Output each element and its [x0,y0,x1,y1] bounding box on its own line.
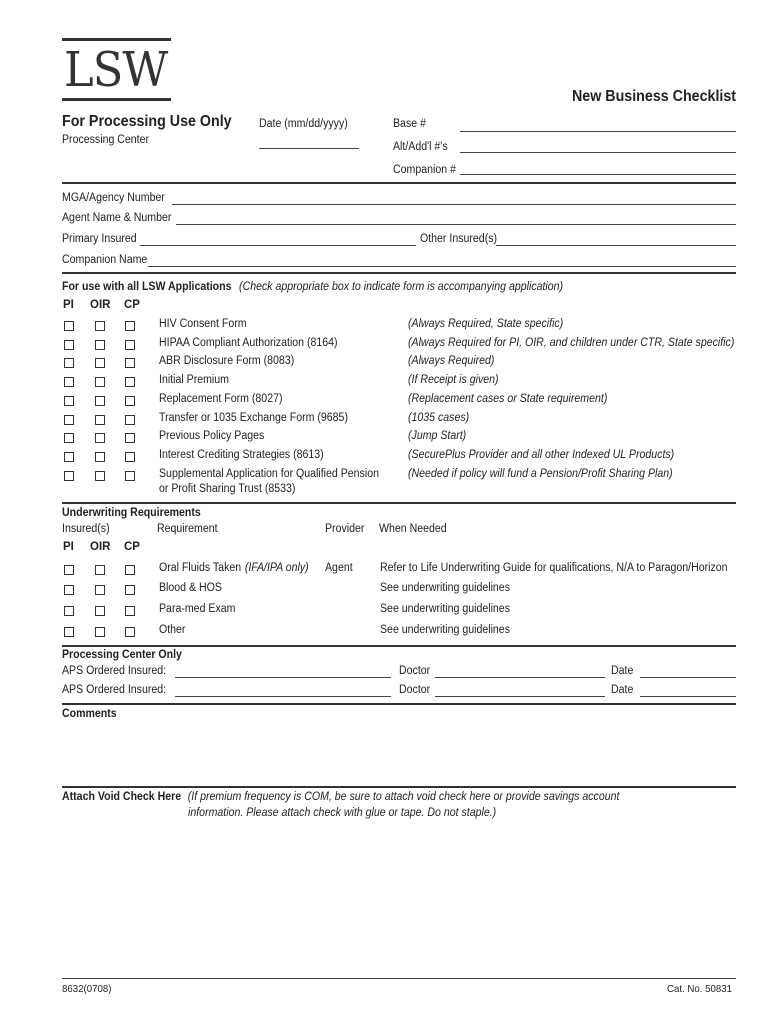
checkbox-oir[interactable] [95,340,105,350]
uw-checkbox-cp[interactable] [125,606,135,616]
form-note: (Jump Start) [408,430,467,442]
aps-label-1: APS Ordered Insured: [62,665,167,677]
form-name: Interest Crediting Strategies (8613) [159,449,324,461]
underwriting-title: Underwriting Requirements [62,507,201,519]
checkbox-pi[interactable] [64,340,74,350]
void-check-title: Attach Void Check Here [62,791,182,803]
aps-label-2: APS Ordered Insured: [62,684,167,696]
form-title: New Business Checklist [572,88,737,105]
date-label-2: Date [611,684,634,696]
comments-area[interactable] [62,724,736,782]
checkbox-oir[interactable] [95,377,105,387]
uw-checkbox-oir[interactable] [95,585,105,595]
requirement-name [159,582,222,594]
uw-checkbox-pi[interactable] [64,606,74,616]
applications-instruction: (Check appropriate box to indicate form is accompanying application) [239,281,564,293]
doctor-field-2[interactable] [435,696,605,697]
lsw-logo [62,38,171,102]
uw-checkbox-pi[interactable] [64,585,74,595]
checkbox-pi[interactable] [64,396,74,406]
divider-footer [62,978,736,979]
checkbox-pi[interactable] [64,433,74,443]
checkbox-oir[interactable] [95,358,105,368]
doctor-label-2: Doctor [399,684,431,696]
checkbox-cp[interactable] [125,321,135,331]
checkbox-pi[interactable] [64,377,74,387]
uw-checkbox-cp[interactable] [125,565,135,575]
other-insured-label: Other Insured(s) [420,233,498,245]
companion-name-label: Companion Name [62,254,148,266]
date-field-1[interactable] [640,677,736,678]
applications-title: For use with all LSW Applications [62,281,232,293]
divider-3 [62,502,736,504]
requirement-text: Para-med Exam [159,603,236,615]
date-label: Date (mm/dd/yyyy) [259,118,348,130]
form-number: 8632(0708) [62,983,112,995]
catalog-number: Cat. No. 50831 [667,983,732,995]
checkbox-cp[interactable] [125,433,135,443]
checkbox-cp[interactable] [125,452,135,462]
alt-label: Alt/Add'l #'s [393,141,448,153]
when-needed-value: See underwriting guidelines [380,603,510,615]
logo-text: LSW [64,42,168,98]
checkbox-oir[interactable] [95,415,105,425]
form-name: Transfer or 1035 Exchange Form (9685) [159,412,348,424]
uw-checkbox-cp[interactable] [125,627,135,637]
requirement-text: Oral Fluids Taken [159,562,242,574]
form-name: Supplemental Application for Qualified Pension [159,468,379,480]
form-note: (Always Required for PI, OIR, and children under CTR, State specific) [408,337,735,349]
other-insured-field[interactable] [496,245,736,246]
provider-value: Agent [325,562,353,574]
base-field[interactable] [460,131,736,132]
date-label-1: Date [611,665,634,677]
form-name: Previous Policy Pages [159,430,265,442]
form-note: (Always Required) [408,355,495,367]
companion-label: Companion # [393,164,456,176]
uw-col-pi: PI [63,541,74,553]
requirement-label: Requirement [157,523,218,535]
provider-label: Provider [325,523,365,535]
checkbox-cp[interactable] [125,471,135,481]
checkbox-oir[interactable] [95,321,105,331]
checkbox-cp[interactable] [125,415,135,425]
requirement-text: Blood & HOS [159,582,222,594]
form-note: (Needed if policy will fund a Pension/Profit Sharing Plan) [408,468,673,480]
date-field[interactable] [259,148,359,149]
aps-insured-field-2[interactable] [175,696,391,697]
primary-insured-field[interactable] [140,245,416,246]
form-note: (If Receipt is given) [408,374,499,386]
processing-center-label: Processing Center [62,134,150,146]
doctor-field-1[interactable] [435,677,605,678]
void-check-text-1: (If premium frequency is COM, be sure to attach void check here or provide savings account [187,791,620,803]
checkbox-cp[interactable] [125,340,135,350]
divider-4 [62,645,736,647]
checkbox-pi[interactable] [64,452,74,462]
comments-title: Comments [62,708,117,720]
uw-checkbox-pi[interactable] [64,565,74,575]
divider-5 [62,703,736,705]
alt-field[interactable] [460,152,736,153]
form-name: Replacement Form (8027) [159,393,283,405]
checkbox-pi[interactable] [64,321,74,331]
requirement-note: (IFA/IPA only) [244,562,309,574]
checkbox-oir[interactable] [95,396,105,406]
form-name: ABR Disclosure Form (8083) [159,355,295,367]
processing-title: For Processing Use Only [62,113,232,130]
applications-header [62,281,563,293]
void-check-line-1 [62,791,619,803]
date-field-2[interactable] [640,696,736,697]
uw-col-oir: OIR [90,541,111,553]
uw-checkbox-oir[interactable] [95,627,105,637]
form-name: Initial Premium [159,374,229,386]
checkbox-cp[interactable] [125,396,135,406]
void-check-text-2: information. Please attach check with glue or tape. Do not staple.) [188,807,497,819]
form-note: (SecurePlus Provider and all other Indexed UL Products) [408,449,675,461]
companion-name-field[interactable] [148,266,736,267]
form-note: (1035 cases) [408,412,470,424]
checkbox-oir[interactable] [95,433,105,443]
doctor-label-1: Doctor [399,665,431,677]
form-note: (Replacement cases or State requirement) [408,393,608,405]
when-needed-value: See underwriting guidelines [380,624,510,636]
checkbox-pi[interactable] [64,471,74,481]
requirement-name [159,562,309,574]
uw-checkbox-oir[interactable] [95,565,105,575]
requirement-text: Other [159,624,186,636]
divider-1 [62,182,736,184]
when-needed-label: When Needed [379,523,447,535]
companion-field[interactable] [460,174,736,175]
checkbox-oir[interactable] [95,452,105,462]
uw-col-cp: CP [124,541,140,553]
uw-checkbox-oir[interactable] [95,606,105,616]
form-name: HIPAA Compliant Authorization (8164) [159,337,338,349]
when-needed-value: Refer to Life Underwriting Guide for qualifications, N/A to Paragon/Horizon [380,562,728,574]
agent-label: Agent Name & Number [62,212,172,224]
insured-label: Insured(s) [62,523,110,535]
base-label: Base # [393,118,426,130]
checkbox-cp[interactable] [125,358,135,368]
divider-6 [62,786,736,788]
void-check-area[interactable] [62,826,736,974]
when-needed-value: See underwriting guidelines [380,582,510,594]
form-name-continued: or Profit Sharing Trust (8533) [159,483,296,495]
checkbox-oir[interactable] [95,471,105,481]
requirement-name [159,603,235,615]
form-name: HIV Consent Form [159,318,247,330]
col-pi: PI [63,299,74,311]
col-cp: CP [124,299,140,311]
requirement-name [159,624,185,636]
col-oir: OIR [90,299,111,311]
uw-checkbox-pi[interactable] [64,627,74,637]
mga-label: MGA/Agency Number [62,192,165,204]
primary-insured-label: Primary Insured [62,233,137,245]
checkbox-pi[interactable] [64,358,74,368]
agent-field[interactable] [176,224,736,225]
checkbox-cp[interactable] [125,377,135,387]
form-note: (Always Required, State specific) [408,318,564,330]
processing-center-title: Processing Center Only [62,649,182,661]
divider-2 [62,272,736,274]
uw-checkbox-cp[interactable] [125,585,135,595]
checkbox-pi[interactable] [64,415,74,425]
mga-field[interactable] [172,204,736,205]
aps-insured-field-1[interactable] [175,677,391,678]
